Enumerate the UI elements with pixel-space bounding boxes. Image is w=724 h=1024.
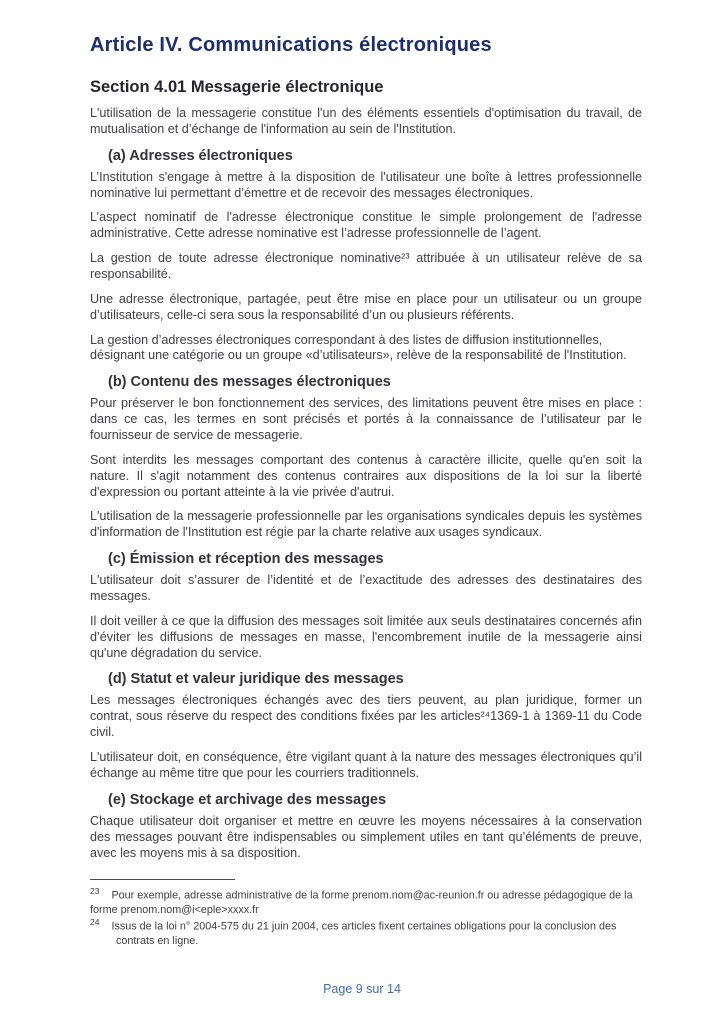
paragraph: Sont interdits les messages comportant des contenus à caractère illicite, quelle qu'en soit la nature. Il s'agit notamment des contenus contraires aux dispositions de la loi sur la liberté d'expression ou portant atteinte à la vie privée d'autrui. bbox=[90, 452, 642, 499]
footnote-number: 24 bbox=[90, 917, 100, 928]
section-title: Section 4.01 Messagerie électronique bbox=[90, 78, 384, 96]
paragraph: La gestion d’adresses électroniques correspondant à des listes de diffusion institutionnelles, désignant une catégorie ou un groupe «d’utilisateurs», relève de la responsabilité de l'Institution. bbox=[90, 332, 627, 363]
footnote-number: 23 bbox=[90, 886, 100, 897]
paragraph: Pour préserver le bon fonctionnement des services, des limitations peuvent être mises en place : dans ce cas, les termes en sont précisés et portés à la connaissance de l’utilisateur par le fournisseur de service de messagerie. bbox=[90, 396, 642, 443]
paragraph: L'utilisateur doit s’assurer de l’identité et de l’exactitude des adresses des destinataires des messages. bbox=[90, 573, 642, 604]
footnote-text: Pour exemple, adresse administrative de la forme prenom.nom@ac-reunion.fr ou adresse pédagogique de la forme prenom.nom@i<eple>xxxx.fr bbox=[90, 889, 633, 917]
intro-paragraph: L'utilisation de la messagerie constitue l'un des éléments essentiels d'optimisation du travail, de mutualisation et d’échange de l'information au sein de l'Institution. bbox=[90, 106, 642, 136]
footnote bbox=[90, 886, 642, 917]
paragraph: Une adresse électronique, partagée, peut être mise en place pour un utilisateur ou un groupe d’utilisateurs, celle-ci sera sous la responsabilité d’un ou plusieurs référents. bbox=[90, 291, 642, 322]
paragraph: Les messages électroniques échangés avec des tiers peuvent, au plan juridique, former un contrat, sous réserve du respect des conditions fixées par les articles²⁴1369-1 à 1369-11 du Code civil. bbox=[90, 693, 642, 740]
subsection-heading-b: (b) Contenu des messages électroniques bbox=[108, 374, 391, 391]
footnote-separator bbox=[90, 879, 235, 880]
document-content bbox=[90, 34, 642, 949]
subsection-heading-a: (a) Adresses électroniques bbox=[108, 147, 293, 164]
footnote bbox=[90, 917, 642, 948]
paragraph: L’aspect nominatif de l'adresse électronique constitue le simple prolongement de l'adresse administrative. Cette adresse nominative est l’adresse professionnelle de l’agent. bbox=[90, 210, 642, 241]
subsection-heading-c: (c) Émission et réception des messages bbox=[108, 551, 384, 568]
article-title: Article IV. Communications électroniques bbox=[90, 34, 492, 56]
subsection-heading-d: (d) Statut et valeur juridique des messages bbox=[108, 671, 404, 688]
page-number: Page 9 sur 14 bbox=[323, 982, 401, 996]
paragraph: L'utilisation de la messagerie professionnelle par les organisations syndicales depuis les systèmes d'information de l'Institution est régie par la charte relative aux usages syndicaux. bbox=[90, 509, 642, 540]
subsection-heading-e: (e) Stockage et archivage des messages bbox=[108, 791, 387, 808]
footnote-text: Issus de la loi n° 2004-575 du 21 juin 2004, ces articles fixent certaines obligations pour la conclusion des contrats en ligne. bbox=[111, 921, 617, 948]
paragraph: Il doit veiller à ce que la diffusion des messages soit limitée aux seuls destinataires concernés afin d’éviter les diffusions de messages en masse, l'encombrement inutile de la messagerie ainsi qu'une dégradation du service. bbox=[90, 613, 642, 660]
paragraph: L'utilisateur doit, en conséquence, être vigilant quant à la nature des messages électroniques qu’il échange au même titre que pour les courriers traditionnels. bbox=[90, 750, 642, 780]
paragraph: La gestion de toute adresse électronique nominative²³ attribuée à un utilisateur relève de sa responsabilité. bbox=[90, 251, 642, 282]
paragraph: Chaque utilisateur doit organiser et mettre en œuvre les moyens nécessaires à la conservation des messages pouvant être indispensables ou simplement utiles en tant qu’éléments de preuve, avec les moyens mis à sa disposition. bbox=[90, 813, 642, 860]
footnotes bbox=[90, 879, 642, 948]
paragraph: L’Institution s'engage à mettre à la disposition de l'utilisateur une boîte à lettres professionnelle nominative lui permettant d’émettre et de recevoir des messages électroniques. bbox=[90, 169, 642, 200]
